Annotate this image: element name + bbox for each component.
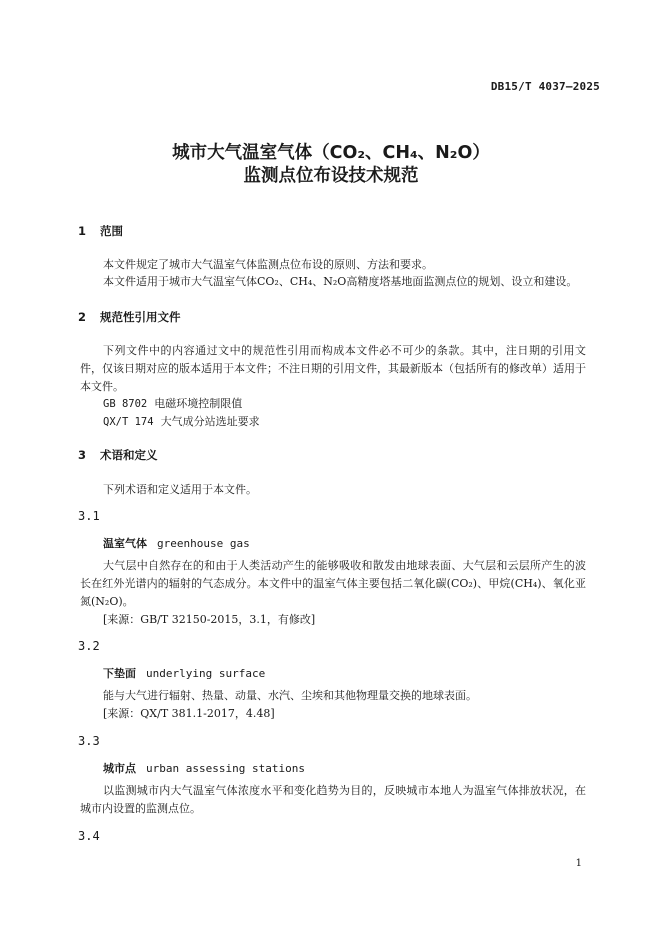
term-number: 3.4 (78, 829, 100, 843)
section-1-para-1: 本文件规定了城市大气温室气体监测点位布设的原则、方法和要求。 (103, 258, 433, 271)
term-source: [来源：GB/T 32150-2015，3.1，有修改] (103, 613, 316, 626)
section-2-para-1: 下列文件中的内容通过文中的规范性引用而构成本文件必不可少的条款。其中，注日期的引用文件，仅该日期对应的版本适用于本文件；不注日期的引用文件，其最新版本（包括所有的修改单）适用于本文件。 (80, 344, 586, 393)
term-heading (103, 535, 250, 551)
section-number: 1 (78, 224, 87, 238)
term-source: [来源：QX/T 381.1-2017，4.48] (103, 707, 275, 720)
section-1-para-2: 本文件适用于城市大气温室气体CO₂、CH₄、N₂O高精度塔基地面监测点位的规划、设立和建设。 (103, 275, 578, 288)
term-zh: 下垫面 (103, 667, 136, 680)
term-en: urban assessing stations (146, 762, 305, 775)
reference-item (103, 413, 260, 429)
reference-name: 大气成分站选址要求 (160, 415, 260, 428)
section-number: 3 (78, 448, 87, 462)
section-1-heading (78, 223, 123, 239)
term-definition: 以监测城市内大气温室气体浓度水平和变化趋势为目的，反映城市本地人为温室气体排放状况，在城市内设置的监测点位。 (80, 784, 586, 815)
reference-code: GB 8702 (103, 398, 148, 410)
title-line-2: 监测点位布设技术规范 (243, 166, 419, 186)
section-3-intro: 下列术语和定义适用于本文件。 (103, 483, 257, 496)
reference-name: 电磁环境控制限值 (154, 397, 243, 410)
reference-code: QX/T 174 (103, 416, 154, 428)
section-title: 规范性引用文件 (100, 310, 181, 324)
section-title: 术语和定义 (100, 448, 158, 462)
term-heading (103, 665, 265, 681)
page-number: 1 (575, 858, 582, 869)
term-heading (103, 760, 305, 776)
title-line-1: 城市大气温室气体（CO₂、CH₄、N₂O） (172, 143, 490, 163)
term-zh: 城市点 (103, 762, 136, 775)
section-3-heading (78, 447, 158, 463)
term-en: underlying surface (146, 667, 266, 680)
term-definition: 能与大气进行辐射、热量、动量、水汽、尘埃和其他物理量交换的地球表面。 (103, 689, 477, 702)
document-title (0, 142, 662, 188)
section-2-heading (78, 309, 181, 325)
term-number: 3.2 (78, 639, 100, 653)
term-number: 3.3 (78, 734, 100, 748)
standard-code: DB15/T 4037—2025 (490, 80, 600, 93)
section-number: 2 (78, 310, 87, 324)
term-definition: 大气层中自然存在的和由于人类活动产生的能够吸收和散发由地球表面、大气层和云层所产生的波长在红外光谱内的辐射的气态成分。本文件中的温室气体主要包括二氧化碳(CO₂)、甲烷(CH₄)、氧化亚氮(N₂O)。 (80, 559, 586, 608)
section-title: 范围 (100, 224, 123, 238)
term-zh: 温室气体 (103, 537, 147, 550)
term-number: 3.1 (78, 509, 100, 523)
term-en: greenhouse gas (157, 537, 250, 550)
reference-item (103, 395, 242, 411)
